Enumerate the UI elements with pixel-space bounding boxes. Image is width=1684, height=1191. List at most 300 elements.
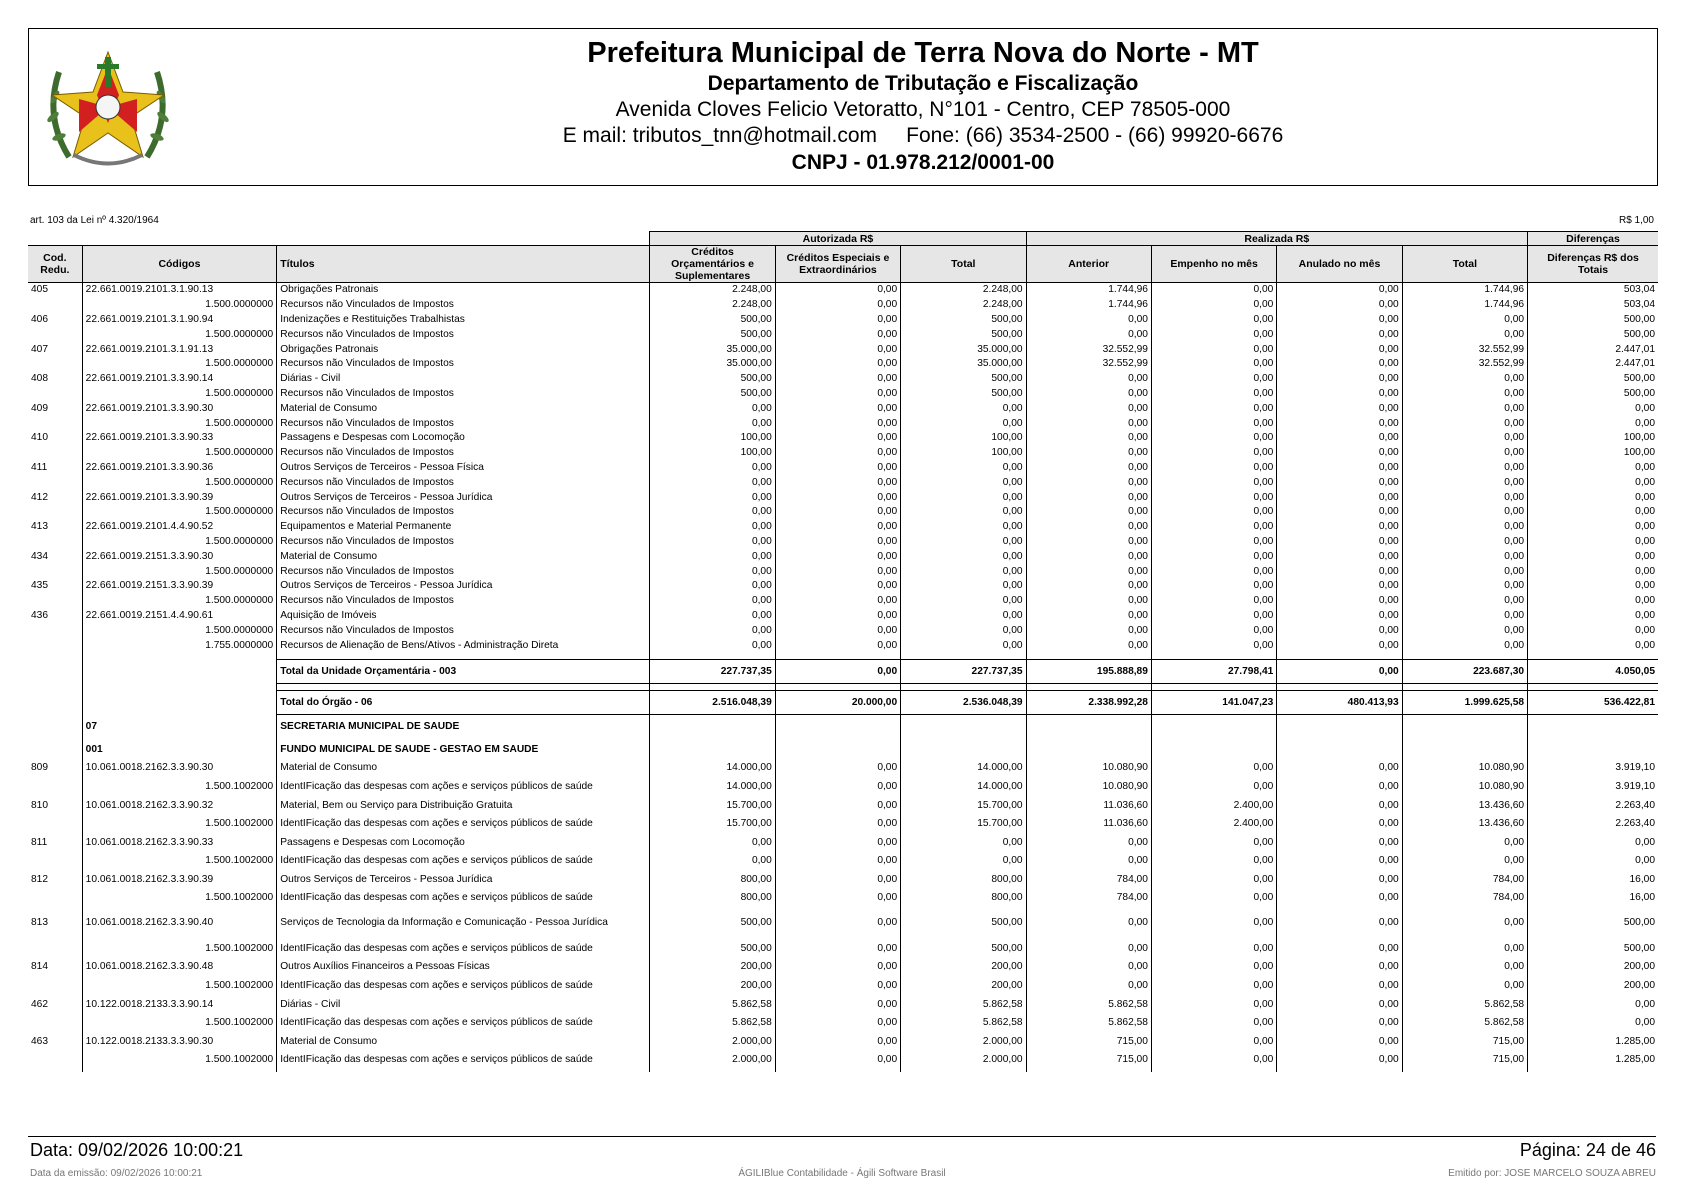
total-unit-label: Total da Unidade Orçamentária - 003 (277, 659, 650, 683)
cell-value: 32.552,99 (1402, 342, 1527, 357)
cell-code: 10.061.0018.2162.3.3.90.48 (82, 960, 277, 975)
cell-value: 0,00 (650, 594, 775, 609)
cell-value: 500,00 (901, 910, 1026, 938)
cell-title: Outros Serviços de Terceiros - Pessoa Jurídica (277, 579, 650, 594)
municipal-coat-of-arms-logo (39, 37, 177, 177)
address: Avenida Cloves Felicio Vetoratto, N°101 - Centro, CEP 78505-000 (615, 98, 1231, 121)
cell-value: 3.919,10 (1528, 761, 1658, 776)
cell-cod (28, 475, 82, 490)
cell-value: 0,00 (775, 835, 900, 850)
cell-value: 5.862,58 (1402, 1012, 1527, 1034)
cell-value: 0,00 (775, 594, 900, 609)
cell-code: 1.500.0000000 (82, 446, 277, 461)
cell-title: Passagens e Despesas com Locomoção (277, 431, 650, 446)
cell-cod: 409 (31, 402, 48, 414)
cell-title: IdentIFicação das despesas com ações e serviços públicos de saúde (277, 975, 650, 997)
cell-value: 0,00 (1026, 520, 1151, 535)
cell-value: 0,00 (1026, 960, 1151, 975)
cell-code: 1.500.1002000 (82, 813, 277, 835)
cell-title: Recursos não Vinculados de Impostos (277, 475, 650, 490)
cell-value: 0,00 (1277, 446, 1402, 461)
cell-value: 0,00 (775, 401, 900, 416)
cnpj: CNPJ - 01.978.212/0001-00 (791, 151, 1055, 174)
cell-cod (28, 298, 82, 313)
cell-cod (28, 594, 82, 609)
cell-cod: 413 (31, 521, 48, 533)
cell-value: 0,00 (1151, 520, 1276, 535)
cell-value: 5.862,58 (901, 997, 1026, 1012)
cell-value: 0,00 (775, 372, 900, 387)
cell-value: 0,00 (1402, 564, 1527, 579)
cell-value: 0,00 (1151, 416, 1276, 431)
cell-value: 0,00 (1151, 975, 1276, 997)
cell-cod (28, 975, 82, 997)
cell-value: 2.000,00 (650, 1049, 775, 1071)
cell-title: Material de Consumo (277, 549, 650, 564)
cell-cod: 408 (31, 373, 48, 385)
cell-value: 0,00 (1151, 609, 1276, 624)
total-organ-value: 2.536.048,39 (901, 690, 1026, 714)
cell-value: 0,00 (1151, 960, 1276, 975)
cell-value: 0,00 (1026, 835, 1151, 850)
cell-value: 0,00 (1402, 401, 1527, 416)
cell-title: Recursos não Vinculados de Impostos (277, 416, 650, 431)
cell-title: IdentIFicação das despesas com ações e serviços públicos de saúde (277, 1012, 650, 1034)
cell-value: 800,00 (901, 872, 1026, 887)
cell-value: 1.285,00 (1528, 1034, 1658, 1049)
cell-value: 0,00 (1277, 387, 1402, 402)
cell-value: 800,00 (650, 872, 775, 887)
cell-value: 500,00 (1528, 327, 1658, 342)
cell-value: 32.552,99 (1402, 357, 1527, 372)
cell-value: 0,00 (1277, 813, 1402, 835)
cell-value: 0,00 (775, 798, 900, 813)
col-header-anterior: Anterior (1026, 246, 1151, 283)
section-unit-row (28, 738, 1658, 761)
table-row (28, 327, 1658, 342)
cell-value: 11.036,60 (1026, 813, 1151, 835)
cell-value: 0,00 (1402, 535, 1527, 550)
cell-value: 0,00 (650, 535, 775, 550)
budget-table-container (28, 231, 1658, 1099)
cell-code: 1.500.0000000 (82, 416, 277, 431)
cell-value: 0,00 (650, 835, 775, 850)
cell-value: 0,00 (1402, 623, 1527, 638)
cell-cod (28, 1012, 82, 1034)
cell-value: 500,00 (901, 313, 1026, 328)
cell-value: 10.080,90 (1026, 761, 1151, 776)
cell-value: 0,00 (1151, 387, 1276, 402)
cell-value: 0,00 (1151, 887, 1276, 909)
cell-value: 0,00 (1402, 835, 1527, 850)
total-organ-value: 2.516.048,39 (650, 690, 775, 714)
cell-code: 22.661.0019.2151.4.4.90.61 (82, 609, 277, 624)
col-header-empenho: Empenho no mês (1151, 246, 1276, 283)
cell-value: 0,00 (1026, 623, 1151, 638)
cell-code: 10.122.0018.2133.3.3.90.14 (82, 997, 277, 1012)
cell-value: 0,00 (775, 638, 900, 653)
cell-value: 0,00 (775, 776, 900, 798)
cell-value: 0,00 (1151, 835, 1276, 850)
cell-value: 0,00 (1026, 461, 1151, 476)
cell-code: 1.500.0000000 (82, 505, 277, 520)
cell-value: 0,00 (1151, 872, 1276, 887)
cell-value: 0,00 (775, 1034, 900, 1049)
cell-value: 0,00 (901, 579, 1026, 594)
table-row (28, 564, 1658, 579)
cell-value: 0,00 (901, 520, 1026, 535)
table-row (28, 798, 1658, 813)
cell-value: 35.000,00 (901, 357, 1026, 372)
cell-code: 1.500.0000000 (82, 357, 277, 372)
table-row (28, 1049, 1658, 1071)
cell-code: 1.500.1002000 (82, 850, 277, 872)
cell-value: 0,00 (1528, 505, 1658, 520)
cell-cod (28, 357, 82, 372)
cell-value: 0,00 (901, 609, 1026, 624)
cell-cod (28, 535, 82, 550)
cell-value: 500,00 (1528, 372, 1658, 387)
cell-value: 0,00 (1026, 490, 1151, 505)
cell-cod (28, 505, 82, 520)
total-organ-label: Total do Órgão - 06 (277, 690, 650, 714)
cell-cod (28, 887, 82, 909)
cell-value: 11.036,60 (1026, 798, 1151, 813)
cell-value: 2.400,00 (1151, 798, 1276, 813)
cell-value: 0,00 (1026, 938, 1151, 960)
cell-title: Outros Serviços de Terceiros - Pessoa Jurídica (277, 872, 650, 887)
cell-code: 22.661.0019.2101.3.3.90.36 (82, 461, 277, 476)
cell-code: 22.661.0019.2101.3.1.91.13 (82, 342, 277, 357)
cell-value: 0,00 (1402, 475, 1527, 490)
total-organ-value: 141.047,23 (1151, 690, 1276, 714)
cell-value: 0,00 (775, 609, 900, 624)
cell-value: 0,00 (775, 505, 900, 520)
cell-value: 100,00 (650, 446, 775, 461)
cell-value: 0,00 (1402, 975, 1527, 997)
cell-value: 0,00 (775, 475, 900, 490)
cell-value: 0,00 (1277, 461, 1402, 476)
cell-value: 2.248,00 (901, 283, 1026, 298)
cell-value: 200,00 (901, 960, 1026, 975)
cell-cod: 410 (31, 432, 48, 444)
cell-value: 0,00 (1277, 835, 1402, 850)
cell-value: 0,00 (1277, 372, 1402, 387)
cell-value: 0,00 (775, 549, 900, 564)
cell-value: 0,00 (1151, 535, 1276, 550)
cell-value: 0,00 (1151, 1049, 1276, 1071)
table-row (28, 298, 1658, 313)
cell-value: 0,00 (1277, 416, 1402, 431)
cell-value: 0,00 (650, 549, 775, 564)
cell-value: 0,00 (1528, 564, 1658, 579)
cell-cod: 462 (31, 998, 48, 1010)
budget-execution-table (28, 231, 1658, 1072)
cell-title: IdentIFicação das despesas com ações e serviços públicos de saúde (277, 887, 650, 909)
cell-value: 14.000,00 (650, 776, 775, 798)
cell-value: 0,00 (775, 298, 900, 313)
cell-code: 22.661.0019.2101.3.3.90.14 (82, 372, 277, 387)
cell-value: 1.744,96 (1402, 298, 1527, 313)
cell-cod: 406 (31, 313, 48, 325)
cell-value: 0,00 (1528, 549, 1658, 564)
cell-title: IdentIFicação das despesas com ações e serviços públicos de saúde (277, 1049, 650, 1071)
cell-value: 0,00 (1528, 997, 1658, 1012)
cell-cod: 436 (31, 609, 48, 621)
cell-cod: 411 (31, 461, 48, 473)
cell-value: 2.000,00 (901, 1034, 1026, 1049)
total-organ-value: 2.338.992,28 (1026, 690, 1151, 714)
table-row (28, 623, 1658, 638)
cell-value: 2.000,00 (650, 1034, 775, 1049)
total-unit-value: 0,00 (1277, 659, 1402, 683)
cell-value: 5.862,58 (1026, 997, 1151, 1012)
cell-value: 0,00 (650, 564, 775, 579)
cell-value: 14.000,00 (650, 761, 775, 776)
cell-title: Recursos não Vinculados de Impostos (277, 298, 650, 313)
cell-value: 0,00 (1026, 975, 1151, 997)
cell-value: 0,00 (650, 490, 775, 505)
cell-value: 0,00 (1026, 431, 1151, 446)
cell-title: Aquisição de Imóveis (277, 609, 650, 624)
cell-title: Recursos de Alienação de Bens/Ativos - Administração Direta (277, 638, 650, 653)
cell-value: 0,00 (1151, 372, 1276, 387)
cell-value: 200,00 (1528, 975, 1658, 997)
col-header-diferencas: Diferenças R$ dos Totais (1528, 246, 1658, 283)
cell-value: 15.700,00 (901, 798, 1026, 813)
cell-value: 0,00 (1277, 623, 1402, 638)
cell-value: 0,00 (1402, 387, 1527, 402)
cell-value: 0,00 (1528, 520, 1658, 535)
table-row (28, 401, 1658, 416)
footer-divider (28, 1136, 1656, 1137)
cell-value: 784,00 (1026, 872, 1151, 887)
cell-value: 500,00 (650, 387, 775, 402)
footer-date: Data: 09/02/2026 10:00:21 (30, 1140, 244, 1160)
cell-value: 0,00 (901, 505, 1026, 520)
cell-cod: 811 (31, 836, 48, 848)
cell-value: 0,00 (1402, 520, 1527, 535)
cell-value: 2.400,00 (1151, 813, 1276, 835)
table-row (28, 372, 1658, 387)
cell-value: 0,00 (775, 850, 900, 872)
cell-value: 0,00 (1151, 401, 1276, 416)
cell-value: 100,00 (901, 446, 1026, 461)
col-header-codigos: Códigos (82, 246, 277, 283)
cell-title: Obrigações Patronais (277, 283, 650, 298)
cell-value: 35.000,00 (650, 357, 775, 372)
cell-value: 0,00 (1402, 638, 1527, 653)
cell-value: 0,00 (1277, 327, 1402, 342)
cell-value: 1.744,96 (1026, 298, 1151, 313)
cell-code: 1.500.0000000 (82, 535, 277, 550)
column-header-row (28, 246, 1658, 283)
cell-value: 100,00 (1528, 431, 1658, 446)
cell-value: 0,00 (1402, 313, 1527, 328)
cell-value: 0,00 (650, 850, 775, 872)
cell-value: 0,00 (1151, 1012, 1276, 1034)
cell-value: 0,00 (1026, 446, 1151, 461)
cell-title: Indenizações e Restituições Trabalhistas (277, 313, 650, 328)
cell-value: 0,00 (1402, 490, 1527, 505)
cell-value: 2.248,00 (650, 298, 775, 313)
cell-cod: 412 (31, 491, 48, 503)
cell-value: 0,00 (1151, 549, 1276, 564)
table-row (28, 1034, 1658, 1049)
cell-value: 0,00 (1151, 327, 1276, 342)
total-unit-value: 227.737,35 (650, 659, 775, 683)
cell-value: 0,00 (901, 461, 1026, 476)
cell-code: 1.500.1002000 (82, 776, 277, 798)
cell-value: 0,00 (1151, 342, 1276, 357)
cell-title: Material de Consumo (277, 401, 650, 416)
cell-value: 0,00 (1026, 910, 1151, 938)
cell-value: 0,00 (1277, 1049, 1402, 1071)
report-header (28, 28, 1658, 186)
section-organ-title: SECRETARIA MUNICIPAL DE SAUDE (277, 714, 650, 738)
cell-value: 0,00 (1026, 372, 1151, 387)
cell-value: 0,00 (1528, 416, 1658, 431)
cell-value: 0,00 (1277, 609, 1402, 624)
cell-value: 0,00 (1277, 1034, 1402, 1049)
section-unit-code: 001 (82, 738, 277, 761)
cell-code: 1.500.0000000 (82, 564, 277, 579)
cell-value: 0,00 (1151, 850, 1276, 872)
cell-value: 0,00 (1277, 761, 1402, 776)
cell-code: 1.500.0000000 (82, 475, 277, 490)
cell-value: 0,00 (1528, 579, 1658, 594)
cell-value: 0,00 (1151, 357, 1276, 372)
cell-value: 0,00 (1402, 938, 1527, 960)
cell-title: Recursos não Vinculados de Impostos (277, 564, 650, 579)
cell-value: 0,00 (1151, 910, 1276, 938)
legal-reference: art. 103 da Lei nº 4.320/1964 (30, 215, 159, 226)
cell-value: 500,00 (1528, 387, 1658, 402)
cell-value: 0,00 (775, 342, 900, 357)
cell-value: 0,00 (1026, 313, 1151, 328)
col-header-especiais: Créditos Especiais e Extraordinários (775, 246, 900, 283)
cell-value: 0,00 (1277, 975, 1402, 997)
cell-value: 0,00 (1151, 638, 1276, 653)
cell-value: 0,00 (901, 535, 1026, 550)
cell-value: 13.436,60 (1402, 813, 1527, 835)
cell-code: 1.500.1002000 (82, 1049, 277, 1071)
cell-code: 22.661.0019.2101.3.3.90.39 (82, 490, 277, 505)
cell-value: 0,00 (1026, 387, 1151, 402)
cell-value: 0,00 (1277, 910, 1402, 938)
cell-value: 715,00 (1402, 1034, 1527, 1049)
cell-value: 32.552,99 (1026, 357, 1151, 372)
cell-value: 715,00 (1026, 1034, 1151, 1049)
cell-value: 15.700,00 (650, 798, 775, 813)
cell-title: Outros Serviços de Terceiros - Pessoa Física (277, 461, 650, 476)
cell-value: 2.447,01 (1528, 342, 1658, 357)
cell-code: 1.500.0000000 (82, 623, 277, 638)
col-header-creditos: Créditos Orçamentários e Suplementares (650, 246, 775, 283)
cell-value: 5.862,58 (650, 997, 775, 1012)
cell-title: Recursos não Vinculados de Impostos (277, 327, 650, 342)
cell-value: 0,00 (1026, 505, 1151, 520)
cell-value: 715,00 (1026, 1049, 1151, 1071)
cell-value: 500,00 (901, 372, 1026, 387)
cell-value: 14.000,00 (901, 776, 1026, 798)
cell-value: 0,00 (1277, 401, 1402, 416)
cell-code: 10.061.0018.2162.3.3.90.39 (82, 872, 277, 887)
cell-code: 1.500.0000000 (82, 327, 277, 342)
cell-value: 500,00 (1528, 938, 1658, 960)
cell-value: 0,00 (1151, 623, 1276, 638)
cell-value: 0,00 (901, 416, 1026, 431)
cell-value: 784,00 (1402, 887, 1527, 909)
cell-value: 0,00 (1026, 401, 1151, 416)
total-unit-value: 195.888,89 (1026, 659, 1151, 683)
cell-code: 1.755.0000000 (82, 638, 277, 653)
cell-value: 0,00 (1402, 850, 1527, 872)
cell-value: 0,00 (1528, 609, 1658, 624)
col-header-total-authorized: Total (901, 246, 1026, 283)
cell-cod (28, 327, 82, 342)
cell-value: 0,00 (1277, 938, 1402, 960)
table-row (28, 761, 1658, 776)
group-header-row (28, 232, 1658, 246)
cell-cod (28, 776, 82, 798)
cell-value: 500,00 (650, 327, 775, 342)
cell-value: 0,00 (650, 638, 775, 653)
cell-value: 0,00 (901, 594, 1026, 609)
cell-value: 200,00 (650, 975, 775, 997)
currency-unit: R$ 1,00 (1618, 215, 1654, 226)
section-organ-row (28, 714, 1658, 738)
cell-value: 1.744,96 (1026, 283, 1151, 298)
cell-title: Recursos não Vinculados de Impostos (277, 446, 650, 461)
cell-value: 0,00 (1277, 798, 1402, 813)
table-row (28, 960, 1658, 975)
cell-value: 100,00 (1528, 446, 1658, 461)
cell-cod (28, 416, 82, 431)
cell-value: 0,00 (901, 638, 1026, 653)
cell-value: 0,00 (1277, 520, 1402, 535)
cell-value: 0,00 (1277, 298, 1402, 313)
cell-value: 0,00 (1277, 549, 1402, 564)
cell-cod: 809 (31, 762, 48, 774)
cell-value: 0,00 (1277, 850, 1402, 872)
cell-value: 0,00 (775, 813, 900, 835)
cell-value: 1.744,96 (1402, 283, 1527, 298)
table-row (28, 461, 1658, 476)
table-row (28, 997, 1658, 1012)
cell-value: 2.263,40 (1528, 798, 1658, 813)
cell-value: 0,00 (775, 490, 900, 505)
table-row (28, 609, 1658, 624)
cell-value: 0,00 (1151, 997, 1276, 1012)
cell-value: 715,00 (1402, 1049, 1527, 1071)
cell-cod: 435 (31, 580, 48, 592)
cell-value: 0,00 (1402, 446, 1527, 461)
table-row (28, 579, 1658, 594)
cell-title: Serviços de Tecnologia da Informação e Comunicação - Pessoa Jurídica (277, 910, 650, 938)
cell-value: 15.700,00 (901, 813, 1026, 835)
cell-value: 0,00 (775, 938, 900, 960)
table-row (28, 887, 1658, 909)
table-row (28, 520, 1658, 535)
table-row (28, 1012, 1658, 1034)
cell-value: 100,00 (901, 431, 1026, 446)
cell-value: 0,00 (1277, 431, 1402, 446)
cell-cod: 407 (31, 343, 48, 355)
cell-value: 0,00 (901, 564, 1026, 579)
cell-value: 0,00 (1528, 1012, 1658, 1034)
cell-value: 200,00 (1528, 960, 1658, 975)
